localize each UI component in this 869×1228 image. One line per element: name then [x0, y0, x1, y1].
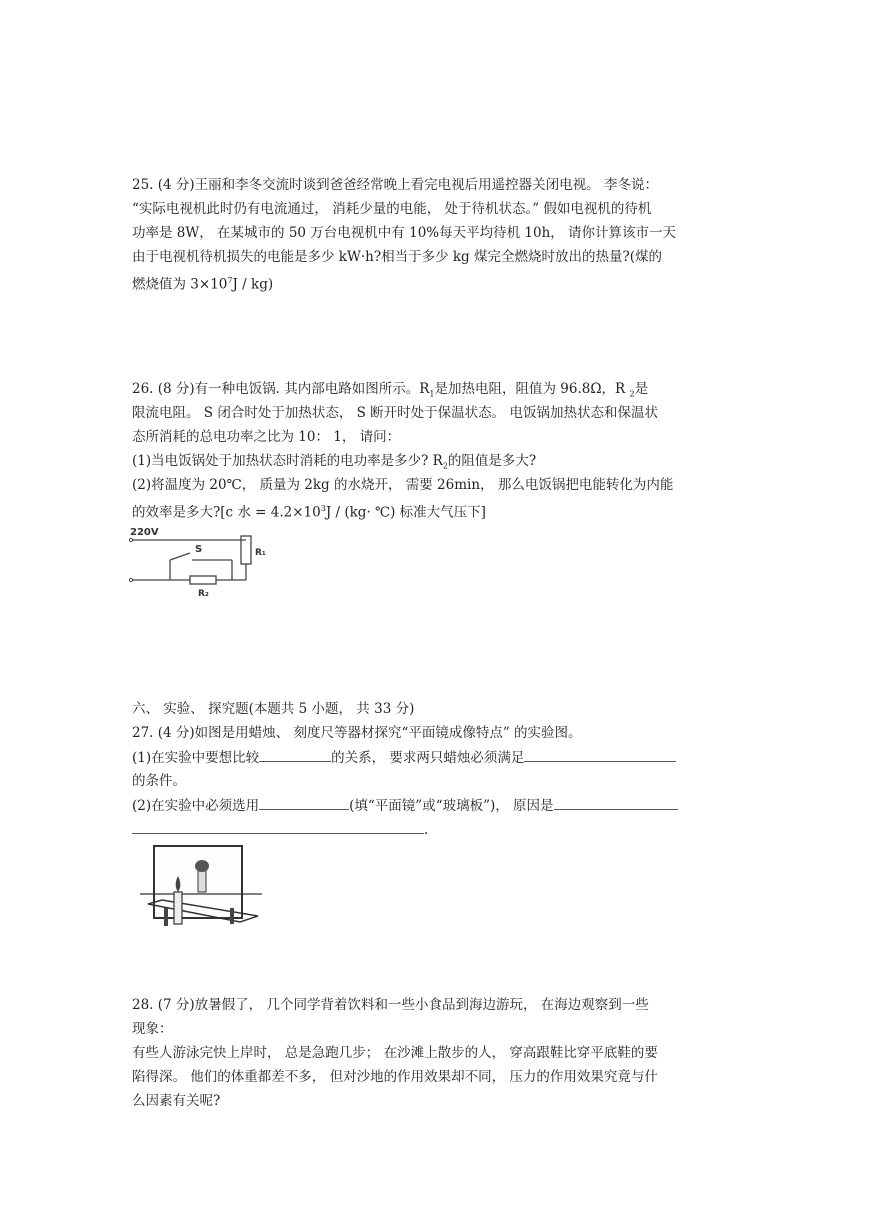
q26-line-1-a: 26. (8 分)有一种电饭锅. 其内部电路如图所示。R: [132, 381, 430, 397]
q27-line-2-a: (1)在实验中要想比较: [132, 750, 260, 766]
circuit-voltage-label: 220V: [130, 527, 159, 538]
question-26: [132, 377, 742, 521]
q26-line-4-b: 的阻值是多大?: [447, 453, 537, 469]
q26-sub-2: 2: [629, 389, 635, 399]
q27-blank-3[interactable]: [259, 793, 349, 810]
q27-line-3: 的条件。: [132, 773, 186, 789]
r2-label: R₂: [198, 589, 209, 599]
q26-line-1: [132, 377, 742, 401]
q26-line-5: (2)将温度为 20℃， 质量为 2kg 的水烧开， 需要 26min， 那么电饭锅把电能转化为内能: [132, 477, 674, 493]
lit-candle: [174, 892, 182, 924]
q25-line-4: 由于电视机待机损失的电能是多少 kW·h?相当于多少 kg 煤完全燃烧时放出的热量?(煤的: [132, 249, 662, 265]
question-28: [132, 993, 742, 1113]
q27-line-4-b: (填“平面镜”或“玻璃板”)， 原因是: [349, 798, 554, 814]
q26-sub-3: 2: [442, 461, 448, 471]
q25-line-3: 功率是 8W， 在某城市的 50 万台电视机中有 10%每天平均待机 10h， 请你计算该市一天: [132, 225, 677, 241]
q26-line-1-b: 是加热电阻，阻值为 96.8Ω，R: [434, 381, 630, 397]
q28-line-1: 28. (7 分)放暑假了， 几个同学背着饮料和一些小食品到海边游玩， 在海边观察到一些: [132, 997, 649, 1013]
q25-line-5-unit: J / kg): [232, 276, 274, 293]
q27-blank-4[interactable]: [554, 793, 678, 810]
q28-line-5: 么因素有关呢?: [132, 1093, 221, 1109]
q25-line-2: “实际电视机此时仍有电流通过， 消耗少量的电能， 处于待机状态。” 假如电视机的待机: [132, 201, 652, 217]
q28-line-4: 陷得深。 他们的体重都差不多， 但对沙地的作用效果却不同， 压力的作用效果究竟与什: [132, 1069, 658, 1085]
q25-line-1: 25. (4 分)王丽和李冬交流时谈到爸爸经常晚上看完电视后用遥控器关闭电视。 李冬说：: [132, 177, 658, 193]
q25-exponent: 7: [227, 276, 233, 285]
q27-line-5-end: .: [424, 822, 429, 838]
switch-label: S: [195, 544, 203, 555]
mirror-experiment-figure: [140, 842, 265, 942]
image-flame-icon: [195, 860, 209, 872]
q26-sup: 3: [320, 504, 326, 513]
question-25: [132, 173, 742, 293]
q25-line-5-text: 燃烧值为 3×10: [132, 276, 228, 293]
terminal-top-icon: [129, 538, 132, 541]
q25-line-5: [132, 269, 742, 293]
q27-blank-2[interactable]: [524, 745, 676, 762]
q27-line-4: [132, 793, 742, 817]
right-leg: [230, 908, 234, 924]
q27-line-2-b: 的关系， 要求两只蜡烛必须满足: [331, 750, 525, 766]
q27-blank-1[interactable]: [259, 745, 331, 762]
q27-line-4-a: (2)在实验中必须选用: [132, 798, 260, 814]
switch-s: [170, 553, 190, 560]
q28-line-3: 有些人游泳完快上岸时， 总是急跑几步； 在沙滩上散步的人， 穿高跟鞋比穿平底鞋的要: [132, 1045, 658, 1061]
q26-line-4-a: (1)当电饭锅处于加热状态时消耗的电功率是多少? R: [132, 453, 443, 469]
q28-line-2: 现象：: [132, 1021, 173, 1037]
q27-line-5: [132, 817, 742, 841]
image-candle: [198, 870, 206, 892]
q27-line-2: [132, 745, 742, 769]
circuit-diagram: [128, 522, 273, 602]
q26-line-1-c: 是: [634, 381, 649, 397]
q26-line-6: [132, 497, 742, 521]
terminal-bottom-icon: [129, 578, 132, 581]
q26-line-6-a: 的效率是多大?[c 水 = 4.2×10: [132, 504, 321, 521]
question-27: [132, 697, 742, 841]
q26-line-2: 限流电阻。 S 闭合时处于加热状态， S 断开时处于保温状态。 电饭锅加热状态和保温状: [132, 405, 658, 421]
section-6-heading: 六、 实验、 探究题(本题共 5 小题， 共 33 分): [132, 701, 415, 717]
resistor-r2: [190, 576, 216, 584]
q26-line-4: [132, 449, 742, 473]
q27-blank-5[interactable]: [132, 817, 424, 834]
left-leg: [164, 908, 168, 926]
q26-line-3: 态所消耗的总电功率之比为 10： 1， 请问：: [132, 429, 401, 445]
q26-sub-1: 1: [429, 389, 435, 399]
q27-line-1: 27. (4 分)如图是用蜡烛、 刻度尺等器材探究“平面镜成像特点” 的实验图。: [132, 725, 582, 741]
r1-label: R₁: [255, 548, 266, 558]
q26-line-6-b: J / (kg· ℃) 标准大气压下]: [325, 504, 486, 521]
